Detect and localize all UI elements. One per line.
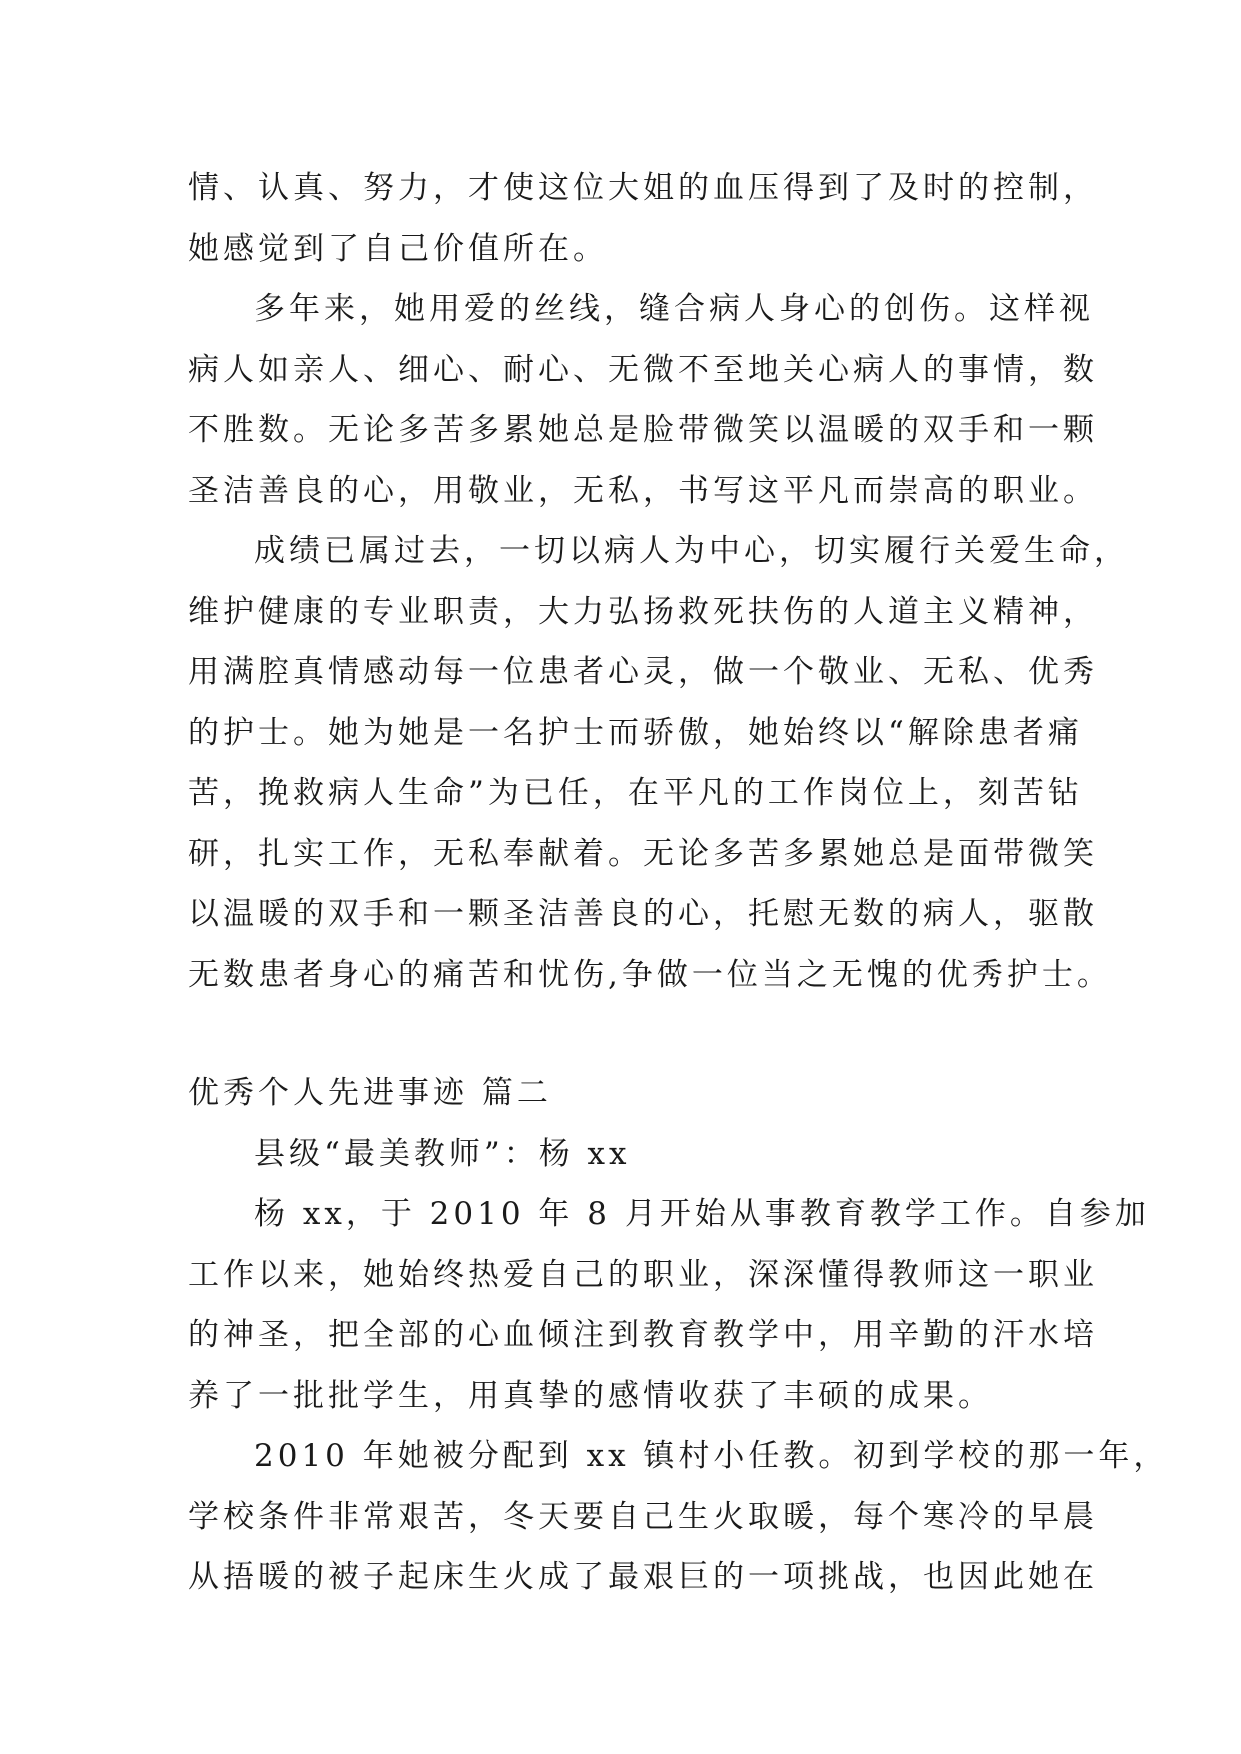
text-line: 的神圣，把全部的心血倾注到教育教学中，用辛勤的汗水培 [188,1317,1098,1353]
text-line: 苦，挽救病人生命”为已任，在平凡的工作岗位上，刻苦钻 [188,775,1083,811]
paragraph-start: 2010 年她被分配到 xx 镇村小任教。初到学校的那一年， [254,1438,1169,1474]
text-line: 情、认真、努力，才使这位大姐的血压得到了及时的控制， [188,170,1098,206]
text-line: 圣洁善良的心，用敬业，无私，书写这平凡而崇高的职业。 [188,472,1098,509]
text-line: 从捂暖的被子起床生火成了最艰巨的一项挑战，也因此她在 [188,1559,1098,1595]
text-line: 的护士。她为她是一名护士而骄傲，她始终以“解除患者痛 [188,714,1083,751]
text-line: 维护健康的专业职责，大力弘扬救死扶伤的人道主义精神， [188,593,1098,630]
text-line: 以温暖的双手和一颗圣洁善良的心，托慰无数的病人，驱散 [188,896,1098,932]
subheading: 县级“最美教师”：杨 xx [254,1135,631,1172]
text-line: 用满腔真情感动每一位患者心灵，做一个敬业、无私、优秀 [188,654,1098,690]
section-heading: 优秀个人先进事迹 篇二 [188,1075,552,1111]
paragraph-start: 多年来，她用爱的丝线，缝合病人身心的创伤。这样视 [254,291,1094,327]
text-line: 工作以来，她始终热爱自己的职业，深深懂得教师这一职业 [188,1256,1098,1293]
text-line: 无数患者身心的痛苦和忧伤,争做一位当之无愧的优秀护士。 [188,956,1112,993]
text-line: 病人如亲人、细心、耐心、无微不至地关心病人的事情，数 [188,351,1098,388]
paragraph-start: 杨 xx，于 2010 年 8 月开始从事教育教学工作。自参加 [254,1196,1150,1232]
text-line: 养了一批批学生，用真挚的感情收获了丰硕的成果。 [188,1377,993,1414]
text-line: 研，扎实工作，无私奉献着。无论多苦多累她总是面带微笑 [188,835,1098,872]
paragraph-start: 成绩已属过去，一切以病人为中心，切实履行关爱生命， [254,533,1129,569]
section-gap [188,1005,1068,1063]
document-body [188,158,1169,1608]
text-line: 她感觉到了自己价值所在。 [188,230,608,267]
text-line: 学校条件非常艰苦，冬天要自己生火取暖，每个寒冷的早晨 [188,1498,1098,1535]
text-line: 不胜数。无论多苦多累她总是脸带微笑以温暖的双手和一颗 [188,412,1098,448]
